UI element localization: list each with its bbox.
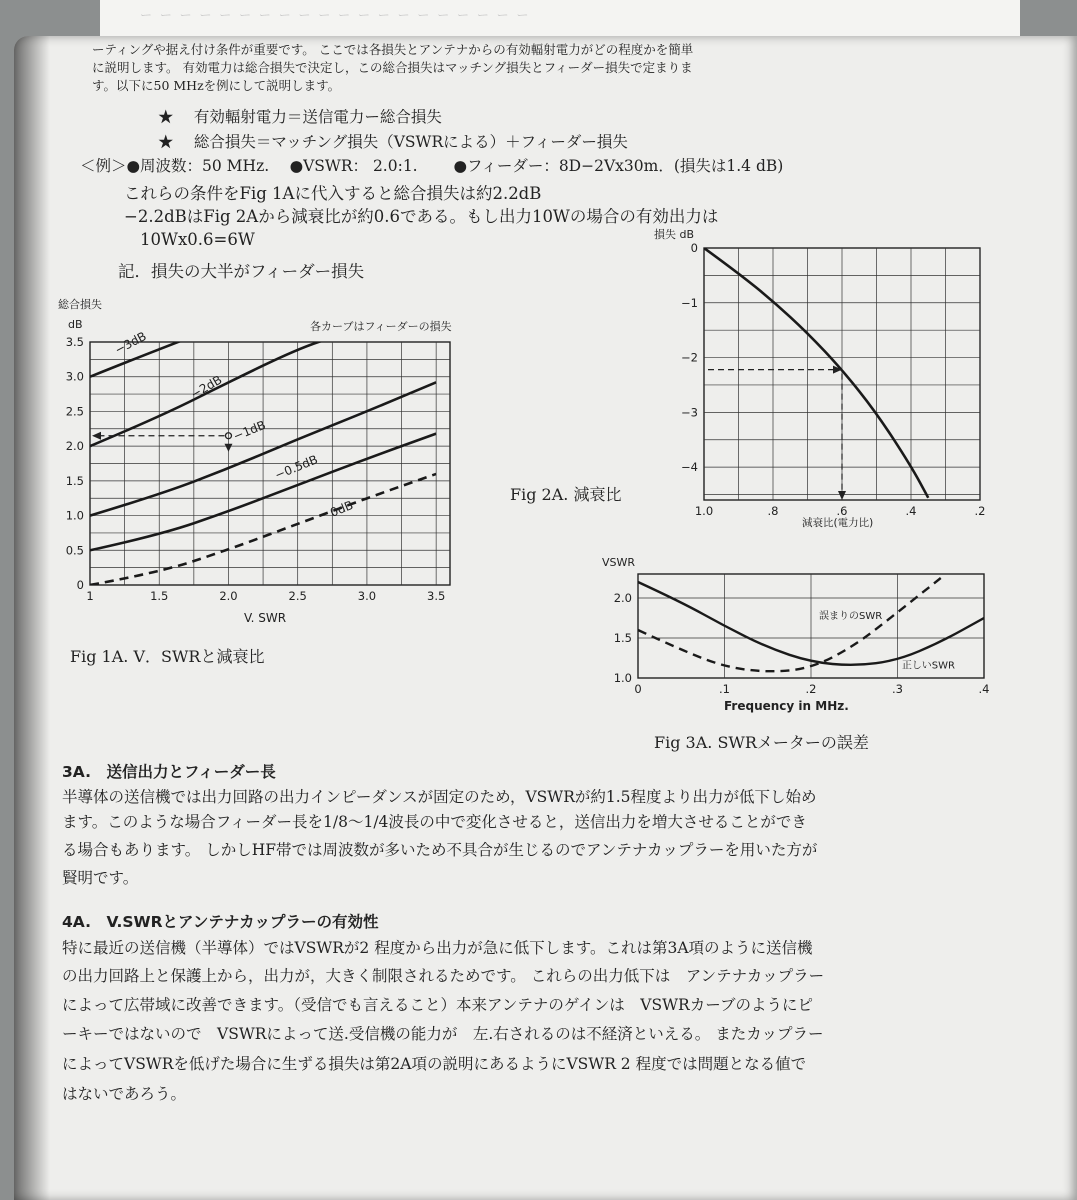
section-4a-line-4: ーキーではないので VSWRによって送.受信機の能力が 左.右されるのは不経済といえる。 またカップラー <box>62 1025 824 1043</box>
section-3a-line-1: 半導体の送信機では出力回路の出力インピーダンスが固定のため，VSWRが約1.5程度より出力が低下し始め <box>62 788 817 806</box>
fig3-plot-ytick-label: 2.0 <box>613 591 632 605</box>
fig1-curve-label: −2dB <box>188 372 225 402</box>
fig2-plot-ytick-label: −1 <box>681 295 698 310</box>
fig1-curve-label: −0.5dB <box>272 452 320 483</box>
fig2-plot-ytick-label: −4 <box>681 460 698 475</box>
fig1-caption: Fig 1A. V．SWRと減衰比 <box>70 647 265 666</box>
fig2-plot-ytick-label: −2 <box>681 350 698 365</box>
fig1-plot-ytick-label: 1.0 <box>65 508 84 523</box>
fig1-plot-xtick-label: 2.0 <box>219 589 238 603</box>
fig1-plot-xtick-label: 1.5 <box>150 589 169 603</box>
fig3-plot-series-0 <box>638 578 941 671</box>
fig1-plot-ytick-label: 3.0 <box>65 369 84 384</box>
fig1-plot-ytick-label: 0.5 <box>65 543 84 558</box>
fig3-xlabel: Frequency in MHz. <box>724 699 849 713</box>
fig3-chart <box>598 550 998 720</box>
background-page-text: ー ー ー ー ー ー ー ー ー ー ー ー ー ー ー ー ー ー ー ー <box>140 8 531 22</box>
fig3-plot-xtick-label: .3 <box>892 682 903 696</box>
fig2-pointer-v-arrow <box>838 491 846 500</box>
fig3-plot-ytick-label: 1.5 <box>613 631 632 645</box>
top-line-2: に説明します。 有効電力は総合損失で決定し，この総合損失はマッチング損失とフィーダー損失で定まりま <box>92 60 693 75</box>
fig2-ylabel: 損失 dB <box>654 228 695 241</box>
fig3-label-wrong: 誤まりのSWR <box>819 610 883 622</box>
calc-line-1: これらの条件をFig 1Aに代入すると総合損失は約2.2dB <box>124 184 542 203</box>
fig1-xlabel: V. SWR <box>244 611 287 625</box>
fig1-plot-xtick-label: 3.0 <box>357 589 377 603</box>
fig2-plot-xtick-label: 1.0 <box>694 504 714 518</box>
top-line-1: ーティングや据え付け条件が重要です。 ここでは各損失とアンテナからの有効輻射電力がどの程度かを簡単 <box>92 42 694 57</box>
fig3-label-right: 正しいSWR <box>901 660 956 672</box>
fig2-plot-series-0 <box>704 248 928 498</box>
fig1-plot-xtick-label: 1 <box>86 589 94 603</box>
top-line-3: す。以下に50 MHzを例にして説明します。 <box>92 78 341 93</box>
section-4a-line-5: によってVSWRを低げた場合に生ずる損失は第2A項の説明にあるようにVSWR 2 程度では問題となる値で <box>62 1055 807 1073</box>
section-3a-heading: 3A. 送信出力とフィーダー長 <box>62 763 276 781</box>
fig1-ylabel-1: 総合損失 <box>58 298 102 311</box>
example-conditions: ＜例＞●周波数：50 MHz. ●VSWR： 2.0:1. ●フィーダー：8D−2Vx30m．(損失は1.4 dB) <box>80 157 784 175</box>
fig3-caption: Fig 3A. SWRメーターの誤差 <box>654 733 869 752</box>
page-binding-shadow <box>14 36 50 1200</box>
section-4a-line-2: の出力回路上と保護上から，出力が，大きく制限されるためです。 これらの出力低下は アンテナカップラー <box>62 967 825 985</box>
fig2-chart <box>640 220 1010 540</box>
section-3a-line-2: ます。このような場合フィーダー長を1/8〜1/4波長の中で変化させると，送信出力を増大させることができ <box>62 813 807 831</box>
fig1-pointer-arrow <box>92 432 101 440</box>
fig1-plot-ytick-label: 2.5 <box>65 404 84 419</box>
fig3-plot-xtick-label: 0 <box>634 682 642 696</box>
fig1-plot-ytick-label: 0 <box>76 578 84 592</box>
section-4a-line-6: はないであろう。 <box>62 1085 187 1103</box>
background-page <box>100 0 1020 40</box>
fig2-caption: Fig 2A. 減衰比 <box>510 485 622 504</box>
fig2-plot-xtick-label: .8 <box>767 504 779 518</box>
fig1-ylabel-2: dB <box>68 318 83 331</box>
fig2-plot-ytick-label: 0 <box>690 241 698 255</box>
fig1-curve-label: −1dB <box>231 417 268 444</box>
section-3a-line-4: 賢明です。 <box>62 869 139 887</box>
formula-effective-power: ★ 有効輻射電力＝送信電力ー総合損失 <box>158 108 442 126</box>
section-4a-line-1: 特に最近の送信機（半導体）ではVSWRが2 程度から出力が急に低下します。これは第3A項のように送信機 <box>62 939 813 957</box>
calc-line-3: 10Wx0.6=6W <box>140 230 255 249</box>
fig3-plot-xtick-label: .2 <box>805 682 817 696</box>
fig3-plot-xtick-label: .4 <box>978 682 990 696</box>
fig1-plot-xtick-label: 2.5 <box>288 589 307 603</box>
fig3-plot-xtick-label: .1 <box>719 682 730 696</box>
section-4a-heading: 4A. V.SWRとアンテナカップラーの有効性 <box>62 913 379 931</box>
fig1-chart <box>52 292 472 632</box>
calc-line-2: −2.2dBはFig 2Aから減衰比が約0.6である。もし出力10Wの場合の有効出力は <box>124 207 719 226</box>
note-line: 記．損失の大半がフィーダー損失 <box>118 262 365 281</box>
fig2-plot-xtick-label: .4 <box>905 504 917 518</box>
fig2-plot-ytick-label: −3 <box>681 405 698 420</box>
fig1-plot-ytick-label: 3.5 <box>65 335 84 349</box>
fig1-plot-ytick-label: 1.5 <box>65 473 84 488</box>
fig1-annotation: 各カーブはフィーダーの損失 <box>310 320 452 333</box>
section-4a-line-3: によって広帯域に改善できます。（受信でも言えること）本来アンテナのゲインは VSWRカーブのようにピ <box>62 996 813 1014</box>
formula-total-loss: ★ 総合損失＝マッチング損失（VSWRによる）＋フィーダー損失 <box>158 133 628 151</box>
fig3-ylabel: VSWR <box>602 556 636 569</box>
fig1-curve-label: −3dB <box>112 329 149 358</box>
fig1-plot-xtick-label: 3.5 <box>427 589 446 603</box>
fig3-plot-ytick-label: 1.0 <box>613 671 632 685</box>
fig2-xlabel: 減衰比(電力比) <box>802 517 874 529</box>
fig2-plot-xtick-label: .2 <box>974 504 986 518</box>
fig1-curve-label: 0dB <box>328 497 356 520</box>
fig1-pointer-up-arrow <box>224 444 232 452</box>
fig1-plot-ytick-label: 2.0 <box>65 439 84 454</box>
section-3a-line-3: る場合もあります。 しかしHF帯では周波数が多いため不具合が生じるのでアンテナカップラーを用いた方が <box>62 841 818 859</box>
fig2-plot-xtick-label: .6 <box>836 504 848 518</box>
